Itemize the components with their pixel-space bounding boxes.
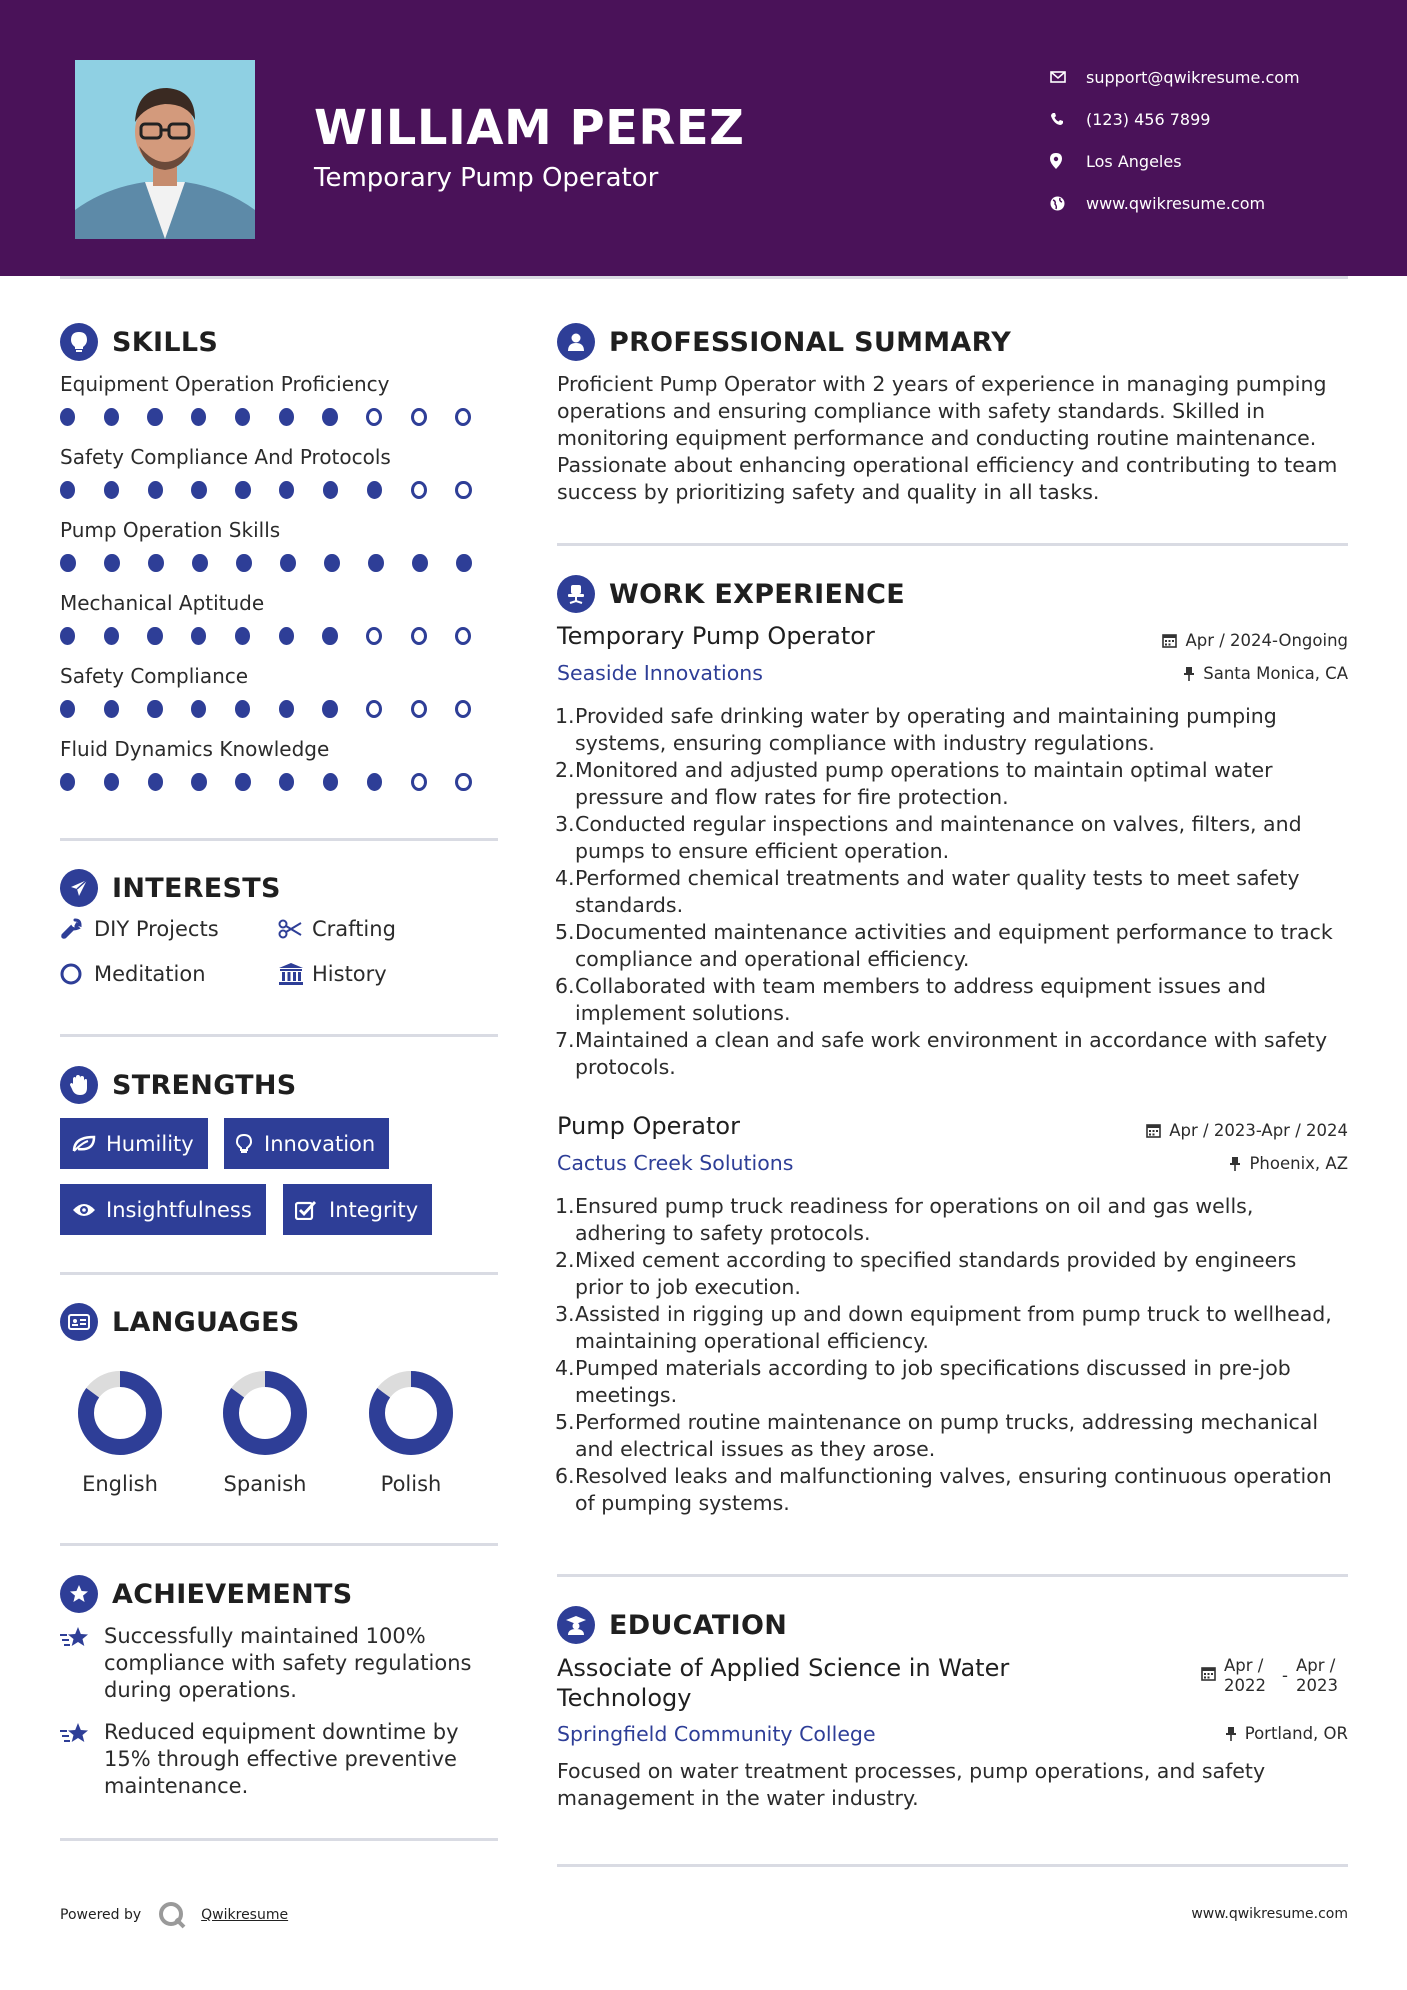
skill-name: Mechanical Aptitude: [60, 591, 265, 615]
rating-dot-filled: [279, 627, 294, 645]
rating-dot-filled: [60, 408, 75, 426]
language-name: English: [82, 1472, 158, 1496]
paper-plane-icon: [60, 869, 98, 907]
pushpin-icon: [1225, 1726, 1237, 1742]
rating-dot-filled: [60, 773, 75, 791]
calendar-icon: [1201, 1666, 1216, 1681]
envelope-icon: [1050, 71, 1086, 83]
wrench-icon: [60, 918, 94, 940]
rating-dot-filled: [235, 700, 250, 718]
contact-email[interactable]: [1050, 56, 1300, 98]
rating-dot-filled: [104, 700, 119, 718]
education-start: Apr / 2022: [1224, 1656, 1266, 1695]
rating-dot-empty: [366, 700, 382, 718]
rating-dot-empty: [455, 481, 471, 499]
interest-label: Crafting: [312, 917, 396, 941]
footer-url[interactable]: www.qwikresume.com: [1191, 1906, 1348, 1922]
rating-dot-filled: [322, 627, 337, 645]
job-dates: [1146, 1121, 1348, 1140]
rating-dot-filled: [60, 700, 75, 718]
strengths-heading: [60, 1066, 297, 1104]
rating-dot-filled: [367, 773, 382, 791]
hand-icon: [60, 1066, 98, 1104]
resume-header: [0, 0, 1407, 276]
skill-rating: [60, 408, 500, 426]
contact-location: [1050, 140, 1300, 182]
brand-link[interactable]: Qwikresume: [201, 1907, 289, 1923]
rating-dot-filled: [192, 554, 208, 572]
languages-heading: [60, 1303, 300, 1341]
company-name: Cactus Creek Solutions: [557, 1151, 794, 1175]
rating-dot-filled: [191, 481, 206, 499]
job-location-text: Santa Monica, CA: [1203, 664, 1348, 683]
job-title: Pump Operator: [557, 1112, 740, 1140]
rating-dot-filled: [324, 554, 340, 572]
star-icon: [60, 1719, 104, 1800]
star-badge-icon: [60, 1575, 98, 1613]
location-pin-icon: [1050, 153, 1086, 169]
rating-dot-filled: [104, 408, 119, 426]
skills-title: SKILLS: [112, 326, 219, 358]
job-bullet: Pumped materials according to job specifications discussed in pre-job meetings.: [575, 1356, 1291, 1407]
skill-item: [60, 445, 500, 499]
pushpin-icon: [1183, 666, 1195, 682]
interest-label: Meditation: [94, 962, 206, 986]
rating-dot-filled: [279, 408, 294, 426]
section-divider: [60, 1838, 498, 1841]
language-donut: [220, 1368, 310, 1458]
rating-dot-filled: [279, 700, 294, 718]
job-bullet: Collaborated with team members to address equipment issues and implement solutions.: [575, 974, 1267, 1025]
interest-item: [278, 917, 396, 941]
scissors-icon: [278, 919, 312, 939]
language-donut: [75, 1368, 165, 1458]
job-dates-text: Apr / 2024-Ongoing: [1185, 631, 1348, 650]
education-heading: [557, 1606, 787, 1644]
contact-website[interactable]: [1050, 182, 1300, 224]
rating-dot-filled: [147, 627, 162, 645]
circle-icon: [60, 963, 94, 985]
office-chair-icon: [557, 575, 595, 613]
education-location: [1225, 1724, 1348, 1743]
calendar-icon: [1146, 1123, 1161, 1138]
school-name: Springfield Community College: [557, 1722, 876, 1746]
lightbulb-icon: [60, 323, 98, 361]
interest-label: DIY Projects: [94, 917, 219, 941]
skill-rating: [60, 627, 500, 645]
section-divider: [60, 1543, 498, 1546]
strength-label: Integrity: [329, 1197, 419, 1222]
job-location: [1229, 1154, 1348, 1173]
skill-item: [60, 591, 500, 645]
rating-dot-filled: [148, 554, 164, 572]
rating-dot-filled: [148, 481, 163, 499]
skill-item: [60, 518, 500, 572]
rating-dot-filled: [60, 554, 76, 572]
section-divider: [60, 1272, 498, 1275]
education-end: Apr / 2023: [1296, 1656, 1338, 1695]
summary-text: Proficient Pump Operator with 2 years of experience in managing pumping operations and ensuring compliance with safety standards. Skilled in monitoring equipment performance and conducting routine maintenance. Passionate about enhancing operational efficiency and contributing to team success by prioritizing safety and quality in all tasks.: [557, 372, 1338, 504]
rating-dot-filled: [148, 773, 163, 791]
job-bullet: Maintained a clean and safe work environment in accordance with safety protocols.: [575, 1028, 1328, 1079]
rating-dot-empty: [411, 408, 427, 426]
rating-dot-filled: [323, 481, 338, 499]
job-bullets: [557, 703, 1347, 1081]
skill-rating: [60, 700, 500, 718]
language-item: [50, 1368, 190, 1496]
globe-icon: [1050, 196, 1086, 211]
rating-dot-empty: [411, 773, 427, 791]
job-dates: [1162, 631, 1348, 650]
section-divider: [557, 1864, 1348, 1867]
skill-name: Equipment Operation Proficiency: [60, 372, 390, 396]
degree-line: Associate of Applied Science in Water: [557, 1654, 1010, 1682]
achievements-heading: [60, 1575, 353, 1613]
lightbulb-icon: [236, 1134, 264, 1154]
strength-label: Insightfulness: [106, 1197, 252, 1222]
job-bullet: Documented maintenance activities and equipment performance to track compliance and operational efficiency.: [575, 920, 1333, 971]
section-divider: [557, 543, 1348, 546]
skills-heading: [60, 323, 218, 361]
rating-dot-empty: [411, 627, 427, 645]
achievement-item: [60, 1623, 500, 1704]
rating-dot-filled: [279, 773, 294, 791]
rating-dot-filled: [322, 700, 337, 718]
rating-dot-filled: [60, 481, 75, 499]
interest-item: [60, 962, 206, 986]
rating-dot-filled: [235, 773, 250, 791]
section-divider: [557, 1574, 1348, 1577]
language-name: Spanish: [223, 1472, 307, 1496]
job-dates-text: Apr / 2023-Apr / 2024: [1169, 1121, 1348, 1140]
job-bullet: Monitored and adjusted pump operations to maintain optimal water pressure and flow rates for fire protection.: [575, 758, 1273, 809]
skill-rating: [60, 481, 500, 499]
eye-icon: [72, 1202, 106, 1218]
interest-item: [278, 962, 387, 986]
education-dates: [1201, 1656, 1348, 1696]
rating-dot-empty: [366, 627, 382, 645]
job-bullet: Conducted regular inspections and maintenance on valves, filters, and pumps to ensure efficient operation.: [575, 812, 1302, 863]
achievement-item: [60, 1719, 500, 1800]
skill-name: Fluid Dynamics Knowledge: [60, 737, 330, 761]
achievement-text: Successfully maintained 100% compliance with safety regulations during operations.: [104, 1624, 472, 1702]
education-description: Focused on water treatment processes, pump operations, and safety management in the water industry.: [557, 1759, 1266, 1810]
education-title: EDUCATION: [609, 1609, 788, 1641]
job-bullet: Assisted in rigging up and down equipment from pump truck to wellhead, maintaining operational efficiency.: [575, 1302, 1332, 1353]
rating-dot-filled: [104, 627, 119, 645]
strength-label: Innovation: [264, 1131, 376, 1156]
rating-dot-empty: [366, 408, 382, 426]
strengths-title: STRENGTHS: [112, 1069, 297, 1101]
rating-dot-filled: [368, 554, 384, 572]
strength-label: Humility: [106, 1131, 194, 1156]
user-icon: [557, 323, 595, 361]
rating-dot-empty: [411, 700, 427, 718]
leaf-icon: [72, 1135, 106, 1153]
powered-by-text: Powered by: [60, 1907, 142, 1923]
job-location-text: Phoenix, AZ: [1249, 1154, 1348, 1173]
strength-tag: [283, 1184, 432, 1235]
language-item: [341, 1368, 481, 1496]
footer-powered-by: [60, 1900, 288, 1930]
rating-dot-filled: [412, 554, 428, 572]
rating-dot-empty: [455, 408, 471, 426]
section-divider: [60, 1034, 498, 1037]
rating-dot-filled: [147, 408, 162, 426]
rating-dot-filled: [104, 773, 119, 791]
rating-dot-empty: [455, 627, 471, 645]
contact-location-text: Los Angeles: [1086, 151, 1182, 171]
bank-icon: [278, 962, 312, 986]
rating-dot-empty: [411, 481, 427, 499]
achievement-text: Reduced equipment downtime by 15% through effective preventive maintenance.: [104, 1720, 459, 1798]
skill-item: [60, 737, 500, 791]
header-divider: [60, 276, 1348, 279]
strength-tag: [60, 1118, 208, 1169]
rating-dot-filled: [191, 408, 206, 426]
rating-dot-filled: [191, 700, 206, 718]
job-bullet: Mixed cement according to specified standards provided by engineers prior to job execution.: [575, 1248, 1297, 1299]
candidate-name: WILLIAM PEREZ: [314, 100, 745, 156]
interests-heading: [60, 869, 281, 907]
job-bullet: Resolved leaks and malfunctioning valves, ensuring continuous operation of pumping systems.: [575, 1464, 1332, 1515]
language-name: Polish: [380, 1472, 442, 1496]
interest-label: History: [312, 962, 387, 986]
pushpin-icon: [1229, 1156, 1241, 1172]
job-title: Temporary Pump Operator: [557, 622, 875, 650]
company-name: Seaside Innovations: [557, 661, 763, 685]
contact-email-text: support@qwikresume.com: [1086, 67, 1300, 87]
checkbox-icon: [295, 1200, 329, 1220]
summary-heading: [557, 323, 1011, 361]
contact-website-text: www.qwikresume.com: [1086, 193, 1266, 213]
skill-name: Pump Operation Skills: [60, 518, 281, 542]
summary-title: PROFESSIONAL SUMMARY: [609, 326, 1012, 358]
rating-dot-filled: [147, 700, 162, 718]
experience-title: WORK EXPERIENCE: [609, 578, 905, 610]
skill-name: Safety Compliance: [60, 664, 249, 688]
job-bullet: Performed chemical treatments and water quality tests to meet safety standards.: [575, 866, 1300, 917]
phone-icon: [1050, 112, 1086, 126]
interest-item: [60, 917, 219, 941]
skill-item: [60, 372, 500, 426]
degree-title: [557, 1653, 1009, 1713]
rating-dot-filled: [279, 481, 294, 499]
rating-dot-empty: [455, 773, 471, 791]
profile-photo: [75, 60, 255, 239]
language-item: [195, 1368, 335, 1496]
skill-rating: [60, 554, 500, 572]
rating-dot-filled: [456, 554, 472, 572]
rating-dot-filled: [322, 408, 337, 426]
rating-dot-empty: [455, 700, 471, 718]
job-bullet: Provided safe drinking water by operating and maintaining pumping systems, ensuring compliance with industry regulations.: [575, 704, 1277, 755]
date-separator: -: [1282, 1666, 1288, 1685]
contact-phone-text: (123) 456 7899: [1086, 109, 1211, 129]
job-bullet: Performed routine maintenance on pump trucks, addressing mechanical and electrical issues as they arose.: [575, 1410, 1319, 1461]
calendar-icon: [1162, 633, 1177, 648]
job-location: [1183, 664, 1348, 683]
skill-name: Safety Compliance And Protocols: [60, 445, 391, 469]
interests-title: INTERESTS: [112, 872, 281, 904]
achievements-title: ACHIEVEMENTS: [112, 1578, 353, 1610]
languages-title: LANGUAGES: [112, 1306, 300, 1338]
skill-item: [60, 664, 500, 718]
degree-line: Technology: [557, 1684, 692, 1712]
rating-dot-filled: [280, 554, 296, 572]
qwikresume-logo-icon: [157, 1900, 187, 1930]
language-donut: [366, 1368, 456, 1458]
strength-tag: [60, 1184, 266, 1235]
skill-rating: [60, 773, 500, 791]
job-bullet: Ensured pump truck readiness for operations on oil and gas wells, adhering to safety protocols.: [575, 1194, 1254, 1245]
rating-dot-filled: [235, 481, 250, 499]
star-icon: [60, 1623, 104, 1704]
experience-heading: [557, 575, 905, 613]
section-divider: [60, 838, 498, 841]
rating-dot-filled: [367, 481, 382, 499]
strength-tag: [224, 1118, 389, 1169]
rating-dot-filled: [323, 773, 338, 791]
job-bullets: [557, 1193, 1347, 1517]
rating-dot-filled: [191, 773, 206, 791]
rating-dot-filled: [104, 554, 120, 572]
rating-dot-filled: [235, 408, 250, 426]
rating-dot-filled: [236, 554, 252, 572]
contact-list: [1050, 56, 1300, 224]
id-card-icon: [60, 1303, 98, 1341]
rating-dot-filled: [235, 627, 250, 645]
graduate-icon: [557, 1606, 595, 1644]
rating-dot-filled: [104, 481, 119, 499]
rating-dot-filled: [191, 627, 206, 645]
education-location-text: Portland, OR: [1244, 1724, 1348, 1743]
rating-dot-filled: [60, 627, 75, 645]
candidate-role: Temporary Pump Operator: [314, 163, 659, 193]
contact-phone[interactable]: [1050, 98, 1300, 140]
